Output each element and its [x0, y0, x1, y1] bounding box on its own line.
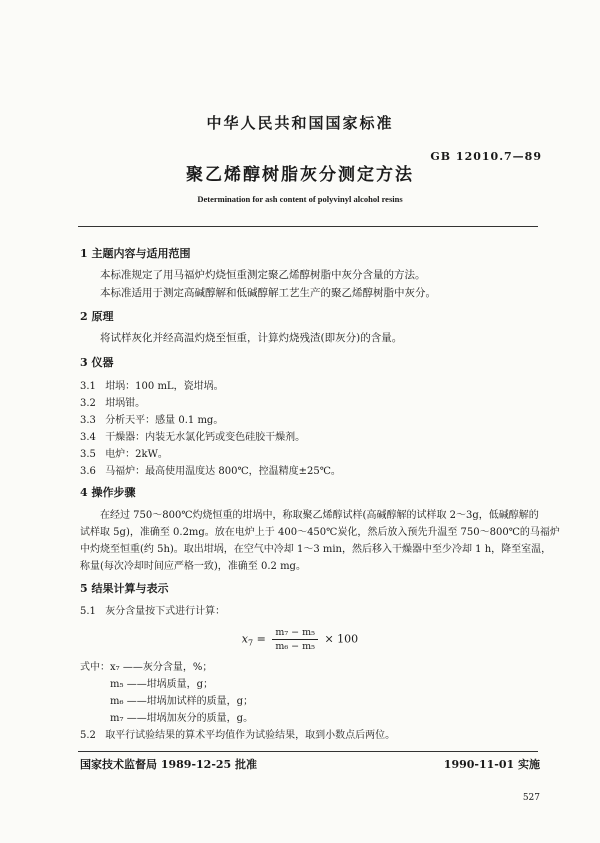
formula-numerator: m₇ − m₅: [272, 627, 318, 640]
where-definition: m₅ ——坩埚质量，g；: [110, 679, 214, 690]
formula-fraction: [272, 627, 318, 652]
page-number: 527: [522, 793, 540, 803]
instrument-item: 3.5 电炉：2kW。: [80, 449, 168, 460]
where-definition: x₇ ——灰分含量，%；: [110, 662, 213, 673]
implementation-date: 1990-11-01 实施: [443, 758, 540, 771]
section-1-heading: 1 主题内容与适用范围: [80, 247, 191, 260]
calculation-item-5-2: 5.2 取平行试验结果的算术平均值作为试验结果，取到小数点后两位。: [80, 730, 396, 741]
header-rule: [78, 226, 538, 227]
where-label: 式中：: [80, 662, 110, 673]
standard-category-header: 中华人民共和国国家标准: [206, 114, 394, 132]
where-definition: m₆ ——坩埚加试样的质量，g；: [110, 696, 254, 707]
procedure-line: 中灼烧至恒重(约 5h)。取出坩埚，在空气中冷却 1～3 min，然后移入干燥器中至少冷却 1 h，降至室温，: [80, 544, 552, 555]
footer-rule: [78, 751, 538, 752]
formula-denominator: m₆ − m₅: [275, 641, 315, 652]
ash-formula: $x_7$ = $\frac{\text{m₇ − m₅}}{\text{m₆ − m₅}}$ × 100: [241, 627, 359, 652]
section-5-heading: 5 结果计算与表示: [80, 582, 169, 595]
section-4-heading: 4 操作步骤: [80, 486, 136, 499]
formula-lhs-subscript: 7: [248, 638, 254, 648]
where-definition: m₇ ——坩埚加灰分的质量，g。: [110, 713, 254, 724]
instrument-item: 3.3 分析天平：感量 0.1 mg。: [80, 415, 224, 426]
calculation-item-5-1: 5.1 灰分含量按下式进行计算：: [80, 606, 226, 617]
document-title: 聚乙烯醇树脂灰分测定方法: [186, 165, 414, 185]
section-3-heading: 3 仪器: [80, 356, 114, 369]
procedure-line: 在经过 750～800℃灼烧恒重的坩埚中，称取聚乙烯醇试样(高碱醇解的试样取 2～3g，低碱醇解的: [100, 510, 539, 521]
procedure-line: 称量(每次冷却时间应严格一致)，准确至 0.2 mg。: [80, 561, 306, 572]
english-subtitle: Determination for ash content of polyvinyl alcohol resins: [197, 194, 403, 204]
instrument-item: 3.6 马福炉：最高使用温度达 800℃，控温精度±25℃。: [80, 466, 341, 477]
instrument-item: 3.1 坩埚：100 mL，瓷坩埚。: [80, 381, 224, 392]
standard-number: GB 12010.7—89: [430, 150, 542, 163]
section-1-paragraph-2: 本标准适用于测定高碱醇解和低碱醇解工艺生产的聚乙烯醇树脂中灰分。: [100, 287, 436, 299]
instrument-item: 3.4 干燥器：内装无水氯化钙或变色硅胶干燥剂。: [80, 432, 306, 443]
formula-multiplier: × 100: [324, 632, 359, 646]
instrument-item: 3.2 坩埚钳。: [80, 398, 146, 409]
section-2-heading: 2 原理: [80, 310, 114, 323]
section-2-paragraph-1: 将试样灰化并经高温灼烧至恒重，计算灼烧残渣(即灰分)的含量。: [100, 332, 403, 344]
approval-date: 国家技术监督局 1989-12-25 批准: [80, 758, 258, 771]
section-1-paragraph-1: 本标准规定了用马福炉灼烧恒重测定聚乙烯醇树脂中灰分含量的方法。: [100, 269, 426, 281]
formula-lhs: x: [241, 632, 249, 646]
procedure-line: 试样取 5g)，准确至 0.2mg。放在电炉上于 400～450℃炭化，然后放入预先升温至 750～800℃的马福炉: [80, 527, 560, 538]
